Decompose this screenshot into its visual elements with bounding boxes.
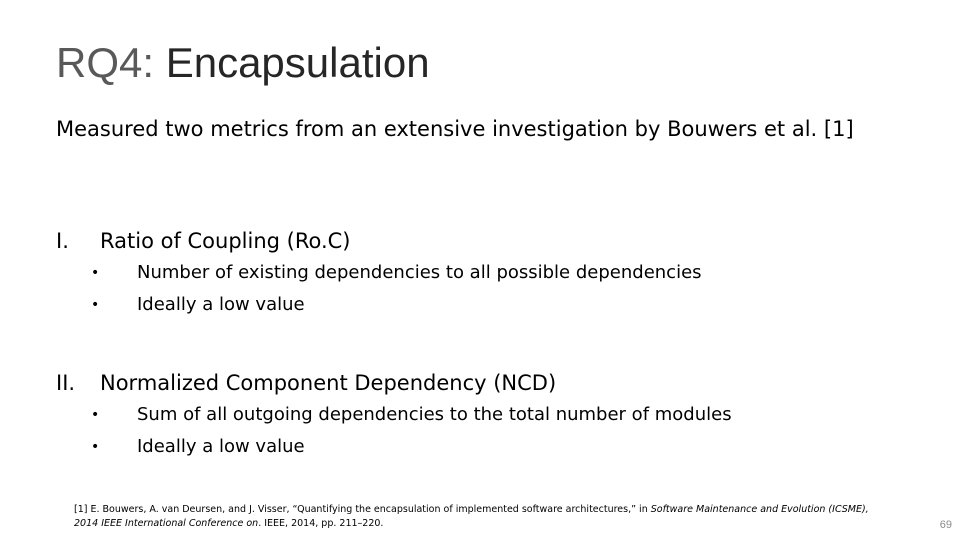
- bullet-dot: •: [91, 407, 100, 423]
- bullet-dot: •: [91, 265, 100, 281]
- bullet-text: Sum of all outgoing dependencies to the total number of modules: [137, 404, 732, 425]
- section-1-title: Ratio of Coupling (Ro.C): [100, 229, 351, 253]
- section-1-number: I.: [56, 229, 69, 253]
- reference-prefix: [1] E. Bouwers, A. van Deursen, and J. Visser, “Quantifying the encapsulation of implemented software architectures,” in: [74, 504, 651, 515]
- page-number: 69: [939, 519, 952, 531]
- section-2-heading: [56, 368, 556, 398]
- bullet-dot: •: [91, 439, 100, 455]
- bullet-text: Ideally a low value: [137, 436, 305, 457]
- section-2-title: Normalized Component Dependency (NCD): [100, 371, 557, 395]
- section-2-number: II.: [56, 371, 76, 395]
- section-2-bullet-2: [91, 435, 305, 459]
- intro-text: Measured two metrics from an extensive investigation by Bouwers et al. [1]: [56, 117, 854, 141]
- section-1-heading: [56, 226, 351, 256]
- bullet-dot: •: [91, 297, 100, 313]
- title-prefix: RQ4:: [56, 39, 155, 86]
- slide-title: [56, 38, 430, 88]
- title-main: Encapsulation: [165, 39, 430, 86]
- section-1-bullet-1: [91, 261, 702, 285]
- section-2-bullet-1: [91, 403, 732, 427]
- bullet-text: Ideally a low value: [137, 294, 305, 315]
- reference-venue: Software Maintenance and Evolution (ICSME), 2014 IEEE International Conference on: [74, 504, 869, 529]
- reference-footnote: [74, 503, 894, 531]
- section-1-bullet-2: [91, 293, 305, 317]
- bullet-text: Number of existing dependencies to all possible dependencies: [137, 262, 702, 283]
- reference-suffix: . IEEE, 2014, pp. 211–220.: [258, 518, 384, 529]
